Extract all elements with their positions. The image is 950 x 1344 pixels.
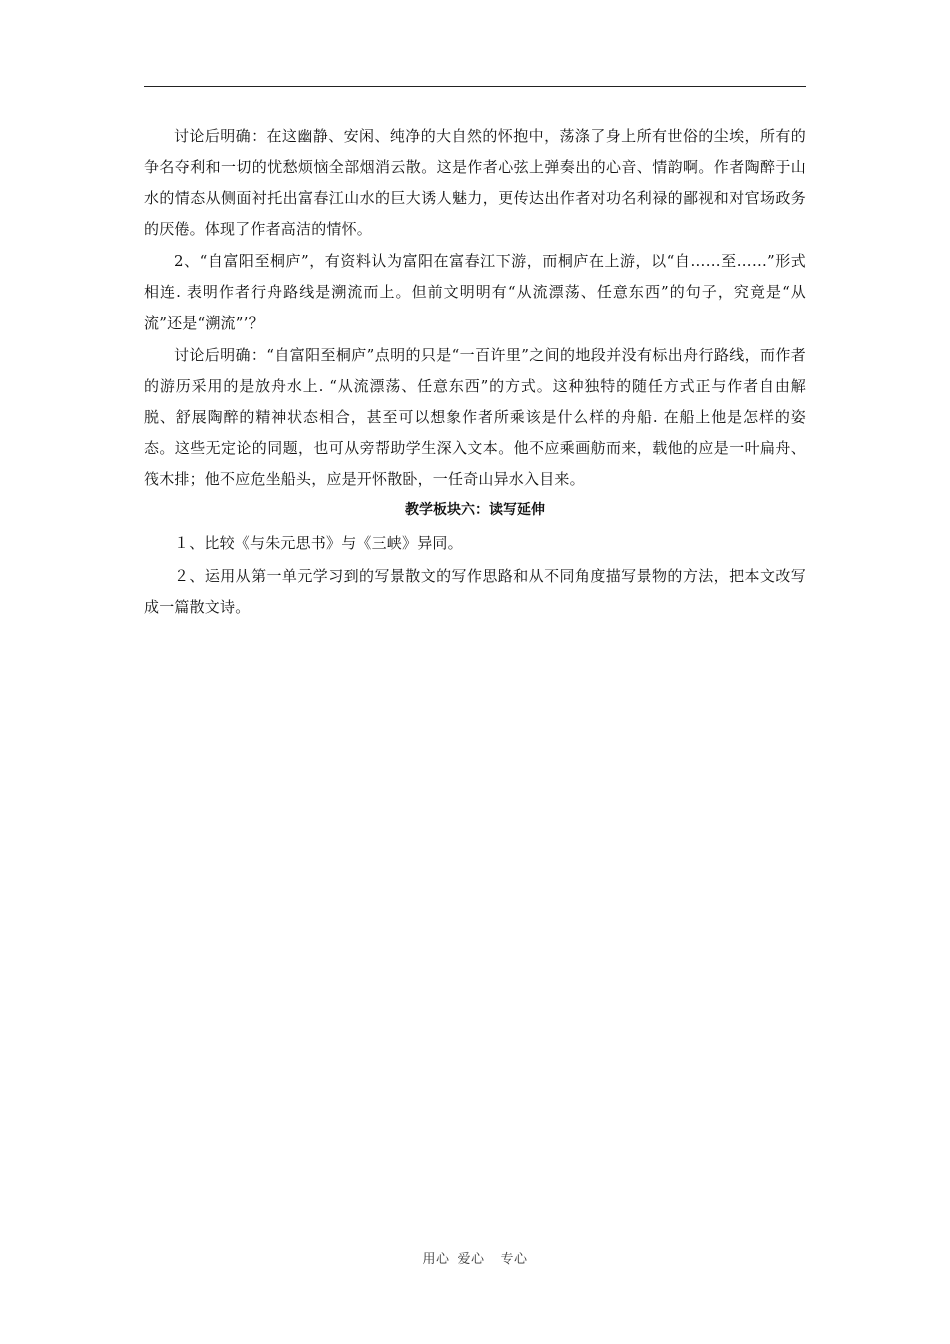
page-footer xyxy=(0,1248,950,1267)
discussion-paragraph-1: 讨论后明确：在这幽静、安闲、纯净的大自然的怀抱中，荡涤了身上所有世俗的尘埃，所有的争名夺利和一切的忧愁烦恼全部烟消云散。这是作者心弦上弹奏出的心音、情韵啊。作者陶醉于山水的情态从侧面衬托出富春江山水的巨大诱人魅力，更传达出作者对功名利禄的鄙视和对官场政务的厌倦。体现了作者高洁的情怀。 xyxy=(144,127,806,238)
footer-text-3: 专心 xyxy=(500,1252,528,1267)
question-paragraph-2: 2、“自富阳至桐庐”，有资料认为富阳在富春江下游，而桐庐在上游，以“自……至……”形式相连. 表明作者行舟路线是溯流而上。但前文明明有“从流漂荡、任意东西”的句子，究竟是“从流”还是“溯流”’？ xyxy=(144,252,806,332)
section-item-1: １、比较《与朱元思书》与《三峡》异同。 xyxy=(174,534,463,552)
section-item-2: ２、运用从第一单元学习到的写景散文的写作思路和从不同角度描写景物的方法，把本文改写成一篇散文诗。 xyxy=(144,567,806,616)
header-rule xyxy=(144,86,806,87)
footer-text-1: 用心 xyxy=(422,1252,450,1267)
discussion-paragraph-2: 讨论后明确：“自富阳至桐庐”点明的只是“一百许里”之间的地段并没有标出舟行路线，而作者的游历采用的是放舟水上. “从流漂荡、任意东西”的方式。这种独特的随任方式正与作者自由解脱、舒展陶醉的精神状态相合，甚至可以想象作者所乘该是什么样的舟船. 在船上他是怎样的姿态。这些无定论的同题，也可从旁帮助学生深入文本。他不应乘画舫而来，载他的应是一叶扁舟、筏木排；他不应危坐船头，应是开怀散卧，一任奇山异水入目来。 xyxy=(144,346,806,488)
document-body xyxy=(144,121,806,623)
footer-text-2: 爱心 xyxy=(457,1252,485,1267)
section-heading: 教学板块六：读写延伸 xyxy=(405,502,545,518)
